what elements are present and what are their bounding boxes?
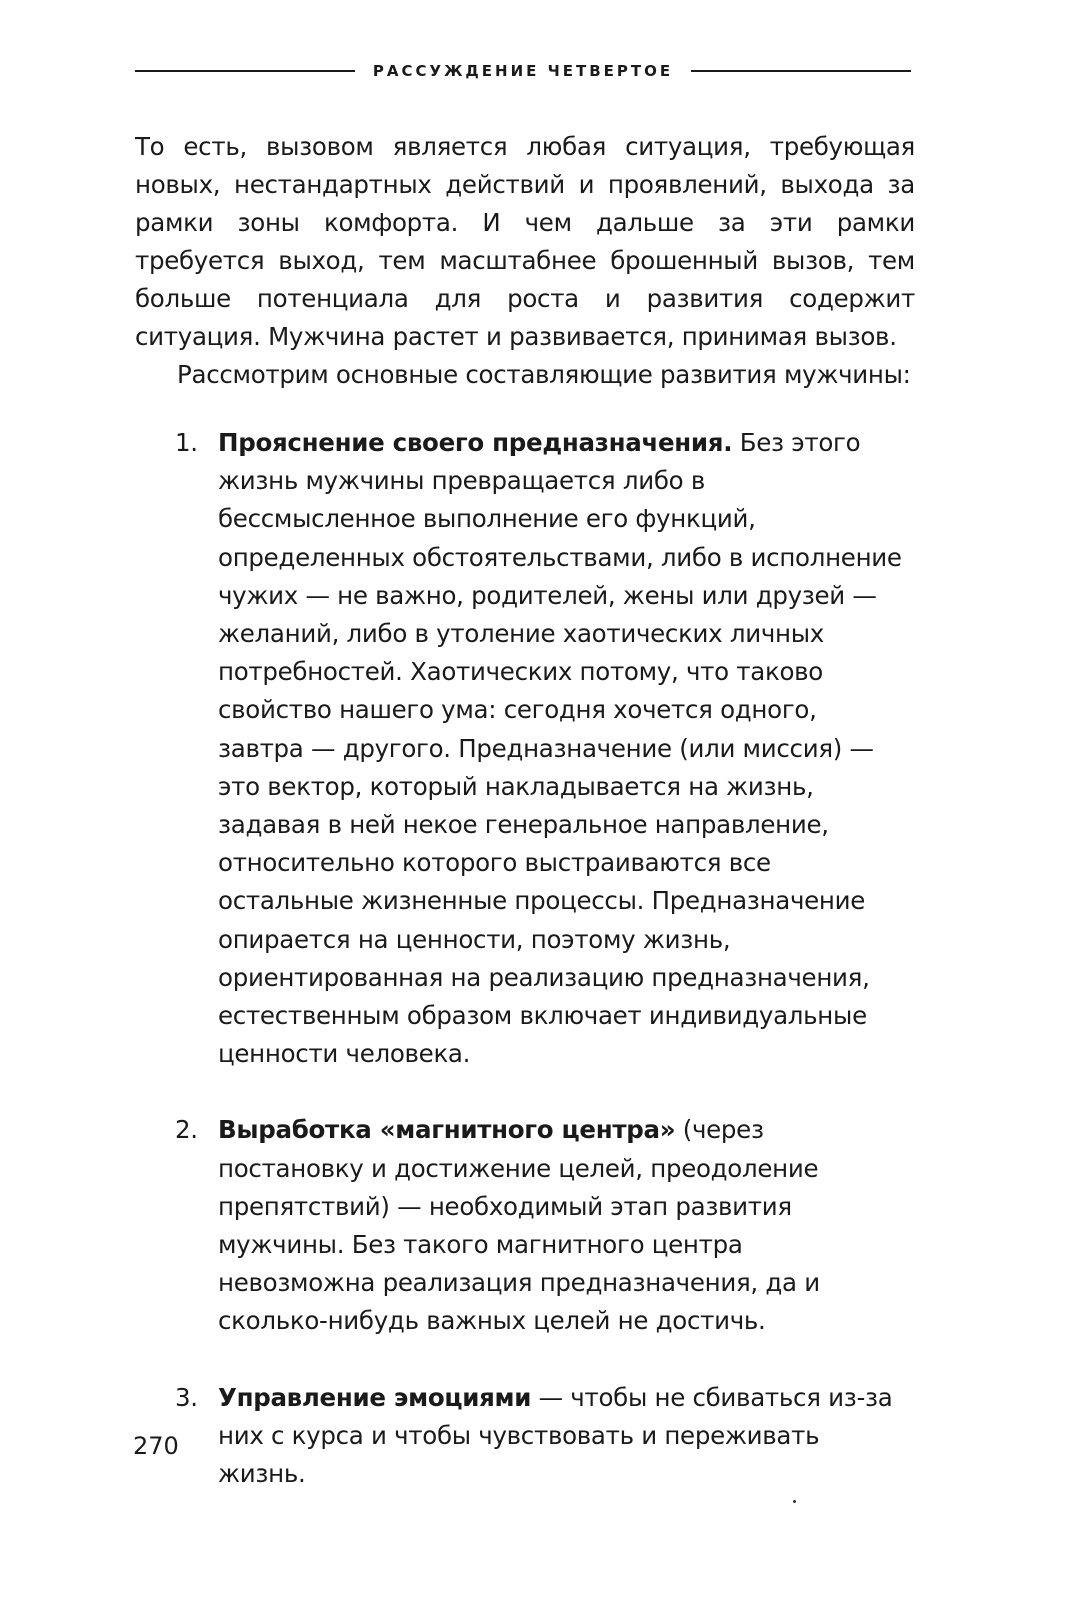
header-rule-left xyxy=(135,70,355,72)
page-number: 270 xyxy=(133,1432,179,1460)
list-item xyxy=(175,1379,905,1494)
list-item-text: Без этого жизнь мужчины превращается либо в бессмысленное выполнение его функций, определенных обстоятельствами, либо в исполнение чужих — не важно, родителей, жены или друзей — желаний, либо в утоление хаотических личных потребностей. Хаотических потому, что таково свойство нашего ума: сегодня хочется одного, завтра — другого. Предназначение (или миссия) — это вектор, который накладывается на жизнь, задавая в ней некое генеральное направление, относительно которого выстраиваются все остальные жизненные процессы. Предназначение опирается на ценности, поэтому жизнь, ориентированная на реализацию предназначения, естественным образом включает индивидуальные ценности человека. xyxy=(218,428,902,1069)
scan-speck xyxy=(793,1500,796,1503)
paragraph: То есть, вызовом является любая ситуация, требующая новых, нестандартных действий и проявлений, выхода за рамки зоны комфорта. И чем дальше за эти рамки требуется выход, тем масштабнее брошенный вызов, тем больше потенциала для роста и развития содержит ситуация. Мужчина растет и развивается, принимая вызов. xyxy=(135,132,915,351)
list-item-text: — чтобы не сбиваться из-за них с курса и чтобы чувствовать и переживать жизнь. xyxy=(218,1382,893,1489)
list-item-heading: Прояснение своего предназначения. xyxy=(218,428,733,457)
body-text xyxy=(135,128,915,394)
running-header xyxy=(135,62,911,80)
chapter-title: РАССУЖДЕНИЕ ЧЕТВЕРТОЕ xyxy=(372,62,674,80)
list-item xyxy=(175,424,905,1073)
list-number: 2. xyxy=(175,1115,198,1145)
list-number: 1. xyxy=(175,428,198,457)
list-item-text: (через постановку и достижение целей, преодоление препятствий) — необходимый этап развития мужчины. Без такого магнитного центра невозможна реализация предназначения, да и сколько-нибудь важных целей не достичь. xyxy=(218,1115,820,1336)
list-number: 3. xyxy=(175,1382,198,1412)
numbered-list xyxy=(175,424,905,1531)
list-item xyxy=(175,1111,905,1340)
list-item-heading: Управление эмоциями xyxy=(218,1382,532,1412)
header-rule-right xyxy=(691,70,911,72)
list-item-heading: Выработка «магнитного центра» xyxy=(218,1115,676,1145)
paragraph: Рассмотрим основные составляющие развития мужчины: xyxy=(177,360,911,389)
